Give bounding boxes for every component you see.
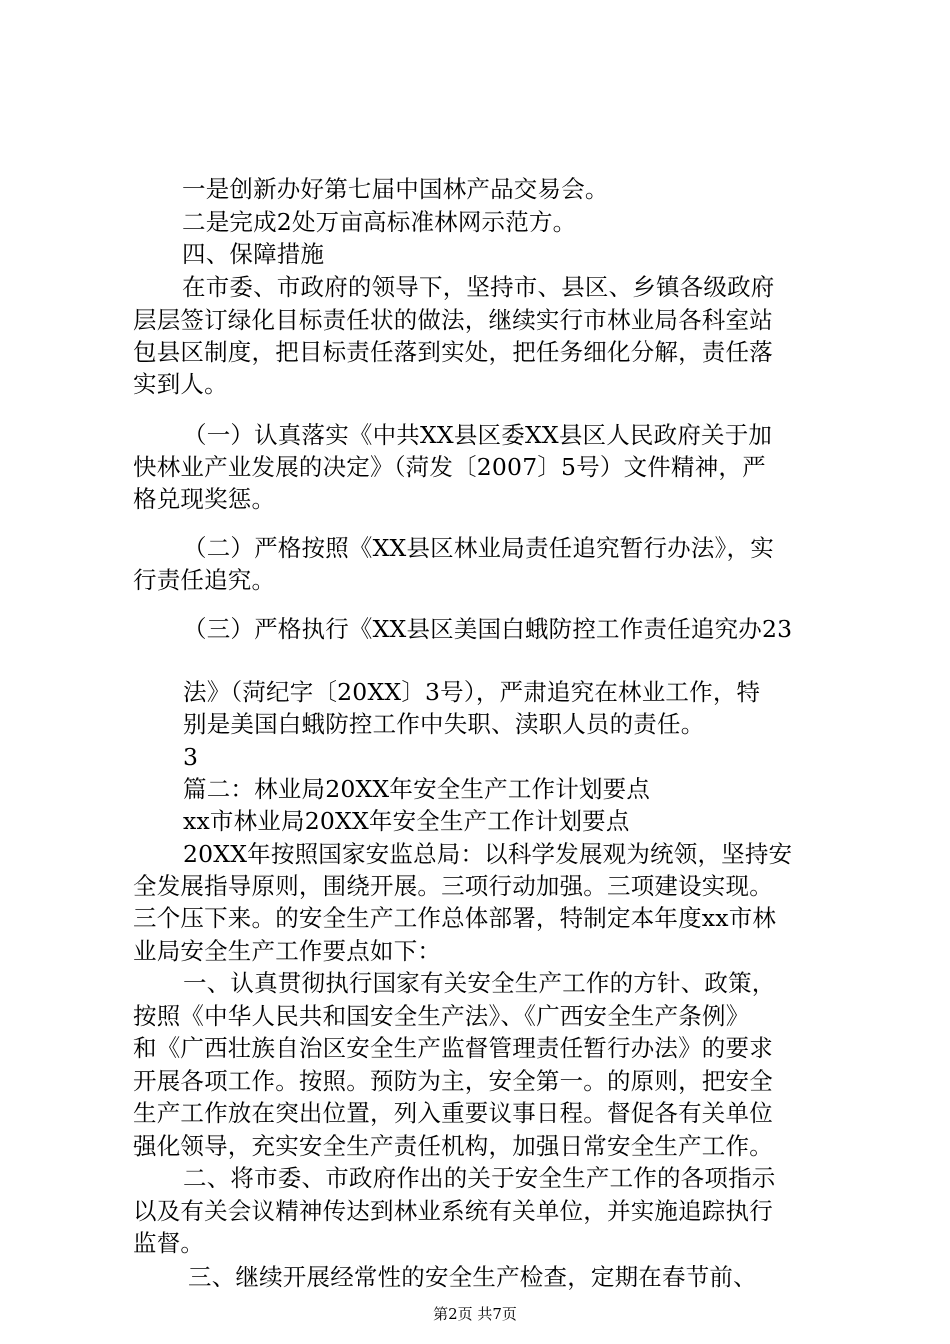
text-line: 生产工作放在突出位置，列入重要议事日程。督促各有关单位 <box>133 1099 773 1127</box>
text-line: 行责任追究。 <box>133 566 276 594</box>
text-line: 法》（菏纪字〔20XX〕3号），严肃追究在林业工作，特 <box>183 678 761 706</box>
text-line: 二是完成2处万亩高标准林网示范方。 <box>182 208 577 236</box>
text-line: 实到人。 <box>133 370 228 398</box>
section-heading: 四、保障措施 <box>182 240 325 268</box>
text-line: 二、将市委、市政府作出的关于安全生产工作的各项指示 <box>183 1164 776 1192</box>
text-line: 开展各项工作。按照。预防为主，安全第一。的原则，把安全 <box>133 1067 773 1095</box>
text-line: 强化领导，充实安全生产责任机构，加强日常安全生产工作。 <box>133 1132 773 1160</box>
text-line: 快林业产业发展的决定》（菏发〔2007〕5号）文件精神，严 <box>133 453 766 481</box>
text-line: 全发展指导原则，围绕开展。三项行动加强。三项建设实现。 <box>133 872 773 900</box>
text-line: 和《广西壮族自治区安全生产监督管理责任暂行办法》的要求 <box>133 1034 773 1062</box>
page-number-text: 3 <box>183 743 199 771</box>
text-line: （二）严格按照《XX县区林业局责任追究暂行办法》，实 <box>183 534 774 562</box>
text-line: 包县区制度，把目标责任落到实处，把任务细化分解，责任落 <box>133 338 773 366</box>
text-line: 20XX年按照国家安监总局：以科学发展观为统领，坚持安 <box>183 840 793 868</box>
text-line: 别是美国白蛾防控工作中失职、渎职人员的责任。 <box>183 710 705 738</box>
text-line: 三个压下来。的安全生产工作总体部署，特制定本年度xx市林 <box>133 904 777 932</box>
text-line: 层层签订绿化目标责任状的做法，继续实行市林业局各科室站 <box>133 306 773 334</box>
text-line: 格兑现奖惩。 <box>133 485 276 513</box>
text-line: 在市委、市政府的领导下，坚持市、县区、乡镇各级政府 <box>182 273 775 301</box>
document-title: xx市林业局20XX年安全生产工作计划要点 <box>183 807 630 835</box>
text-line: 一、认真贯彻执行国家有关安全生产工作的方针、政策， <box>183 969 776 997</box>
text-line: （三）严格执行《XX县区美国白蛾防控工作责任追究办23 <box>183 615 793 643</box>
text-line: 一是创新办好第七届中国林产品交易会。 <box>182 175 609 203</box>
text-line: 以及有关会议精神传达到林业系统有关单位，并实施追踪执行 <box>133 1197 773 1225</box>
text-line: 监督。 <box>133 1229 205 1257</box>
text-line: 业局安全生产工作要点如下： <box>133 937 442 965</box>
text-line: 三、继续开展经常性的安全生产检查，定期在春节前、 <box>188 1263 757 1291</box>
section-heading: 篇二：林业局20XX年安全生产工作计划要点 <box>183 775 651 803</box>
page-footer: 第2页 共7页 <box>433 1305 517 1323</box>
text-line: 按照《中华人民共和国安全生产法》、《广西安全生产条例》 <box>133 1002 750 1030</box>
text-line: （一）认真落实《中共XX县区委XX县区人民政府关于加 <box>183 421 773 449</box>
